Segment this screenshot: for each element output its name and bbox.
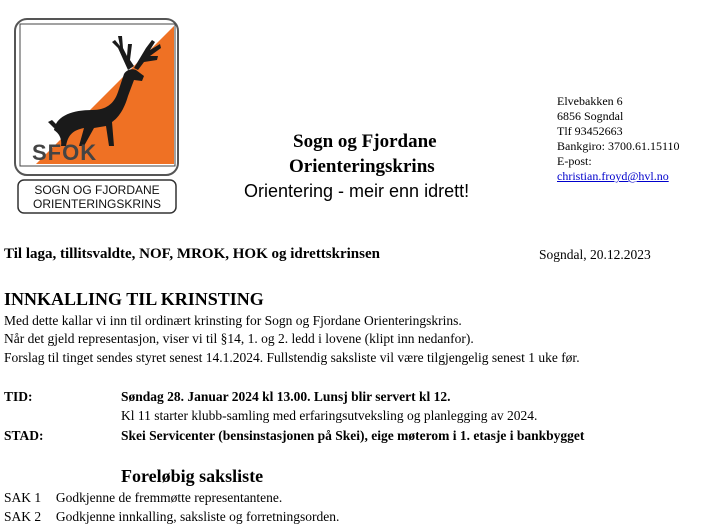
logo-line1: SOGN OG FJORDANE [34,183,160,197]
org-name-line2: Orienteringskrins [289,156,435,177]
address-phone: Tlf 93452663 [557,124,623,138]
org-name-line1: Sogn og Fjordane [293,131,437,152]
document-title: INNKALLING TIL KRINSTING [4,289,264,309]
tagline: Orientering - meir enn idrett! [244,181,470,201]
logo-graphic [14,18,188,218]
agenda-heading: Foreløbig saksliste [121,466,264,486]
address-block [557,94,680,184]
recipients: Til laga, tillitsvaldte, NOF, MROK, HOK og idrettskrinsen [4,246,380,262]
email-link[interactable]: christian.froyd@hvl.no [557,169,669,183]
address-bank: Bankgiro: 3700.61.15110 [557,139,680,153]
address-email-label: E-post: [557,154,592,168]
tid-label: TID: [4,389,33,404]
address-street: Elvebakken 6 [557,94,623,108]
stad-label: STAD: [4,428,44,443]
intro-line-3: Forslag til tinget sendes styret senest 14.1.2024. Fullstendig saksliste vil være tilgjengelig senest 1 uke før. [4,350,580,365]
intro-line-2: Når det gjeld representasjon, viser vi til §14, 1. og 2. ledd i lovene (klipt inn nedanfor). [4,331,474,346]
logo-sfok-text: SFOK [32,140,98,165]
address-postal: 6856 Sogndal [557,109,624,123]
agenda-item-text: Godkjenne de fremmøtte representantene. [55,490,283,505]
logo-line2: ORIENTERINGSKRINS [32,197,162,211]
agenda-item-number: SAK 2 [4,509,42,524]
agenda-item-number: SAK 1 [4,490,42,505]
tid-line-1: Søndag 28. Januar 2024 kl 13.00. Lunsj blir servert kl 12. [121,389,451,404]
place-date: Sogndal, 20.12.2023 [539,247,651,262]
stad-text: Skei Servicenter (bensinstasjonen på Skei), eige møterom i 1. etasje i bankbygget [121,428,585,443]
tid-line-2: Kl 11 starter klubb-samling med erfaringsutveksling og planlegging av 2024. [121,408,538,423]
agenda-item-text: Godkjenne innkalling, saksliste og forretningsorden. [55,509,340,524]
intro-line-1: Med dette kallar vi inn til ordinært krinsting for Sogn og Fjordane Orienteringskrins. [4,313,462,328]
agenda-item [4,490,282,506]
agenda-item [4,509,339,525]
sfok-logo [14,18,188,218]
